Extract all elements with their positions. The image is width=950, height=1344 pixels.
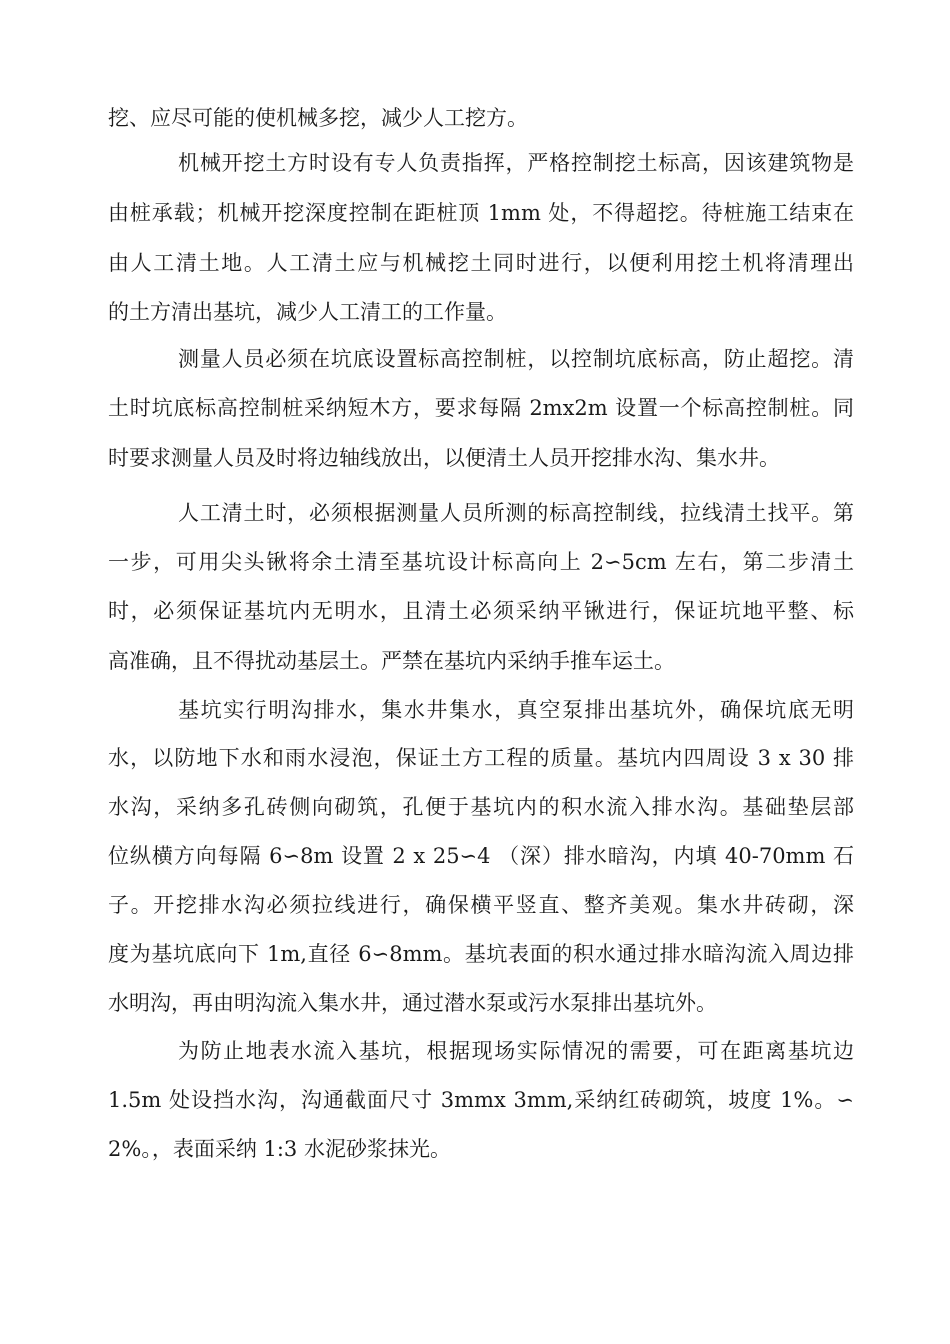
text-line: 由桩承载；机械开挖深度控制在距桩顶 1mm 处，不得超挖。待桩施工结束在 — [108, 201, 854, 225]
text-line: 测量人员必须在坑底设置标高控制桩，以控制坑底标高，防止超挖。清 — [178, 347, 854, 371]
text-line: 位纵横方向每隔 6∽8m 设置 2 x 25∽4 （深）排水暗沟，内填 40-70mm 石 — [108, 844, 854, 868]
text-line: 一步，可用尖头锹将余土清至基坑设计标高向上 2∽5cm 左右，第二步清土 — [108, 550, 854, 574]
text-line: 度为基坑底向下 1m,直径 6∽8mm。基坑表面的积水通过排水暗沟流入周边排 — [108, 942, 854, 966]
text-line: 子。开挖排水沟必须拉线进行，确保横平竖直、整齐美观。集水井砖砌，深 — [108, 893, 854, 917]
text-line: 机械开挖土方时设有专人负责指挥，严格控制挖土标高，因该建筑物是 — [178, 151, 854, 175]
text-line: 水，以防地下水和雨水浸泡，保证土方工程的质量。基坑内四周设 3 x 30 排 — [108, 746, 854, 770]
text-line: 水明沟，再由明沟流入集水井，通过潜水泵或污水泵排出基坑外。 — [108, 991, 717, 1015]
text-line: 基坑实行明沟排水，集水井集水，真空泵排出基坑外，确保坑底无明 — [178, 698, 854, 722]
text-line: 的土方清出基坑，减少人工清工的工作量。 — [108, 300, 507, 324]
text-line: 人工清土时，必须根据测量人员所测的标高控制线，拉线清土找平。第 — [178, 501, 854, 525]
text-line: 时，必须保证基坑内无明水，且清土必须采纳平锹进行，保证坑地平整、标 — [108, 599, 854, 623]
text-line: 1.5m 处设挡水沟，沟通截面尺寸 3mmx 3mm,采纳红砖砌筑，坡度 1%。∽ — [108, 1088, 854, 1112]
text-line: 由人工清土地。人工清土应与机械挖土同时进行，以便利用挖土机将清理出 — [108, 251, 854, 275]
text-line: 为防止地表水流入基坑，根据现场实际情况的需要，可在距离基坑边 — [178, 1039, 854, 1063]
text-line: 水沟，采纳多孔砖侧向砌筑，孔便于基坑内的积水流入排水沟。基础垫层部 — [108, 795, 854, 819]
text-line: 土时坑底标高控制桩采纳短木方，要求每隔 2mx2m 设置一个标高控制桩。同 — [108, 396, 854, 420]
text-line: 时要求测量人员及时将边轴线放出，以便清土人员开挖排水沟、集水井。 — [108, 446, 780, 470]
text-line: 挖、应尽可能的使机械多挖，减少人工挖方。 — [108, 106, 528, 130]
text-line: 2%。，表面采纳 1:3 水泥砂浆抹光。 — [108, 1137, 451, 1161]
text-line: 高准确，且不得扰动基层土。严禁在基坑内采纳手推车运土。 — [108, 649, 675, 673]
